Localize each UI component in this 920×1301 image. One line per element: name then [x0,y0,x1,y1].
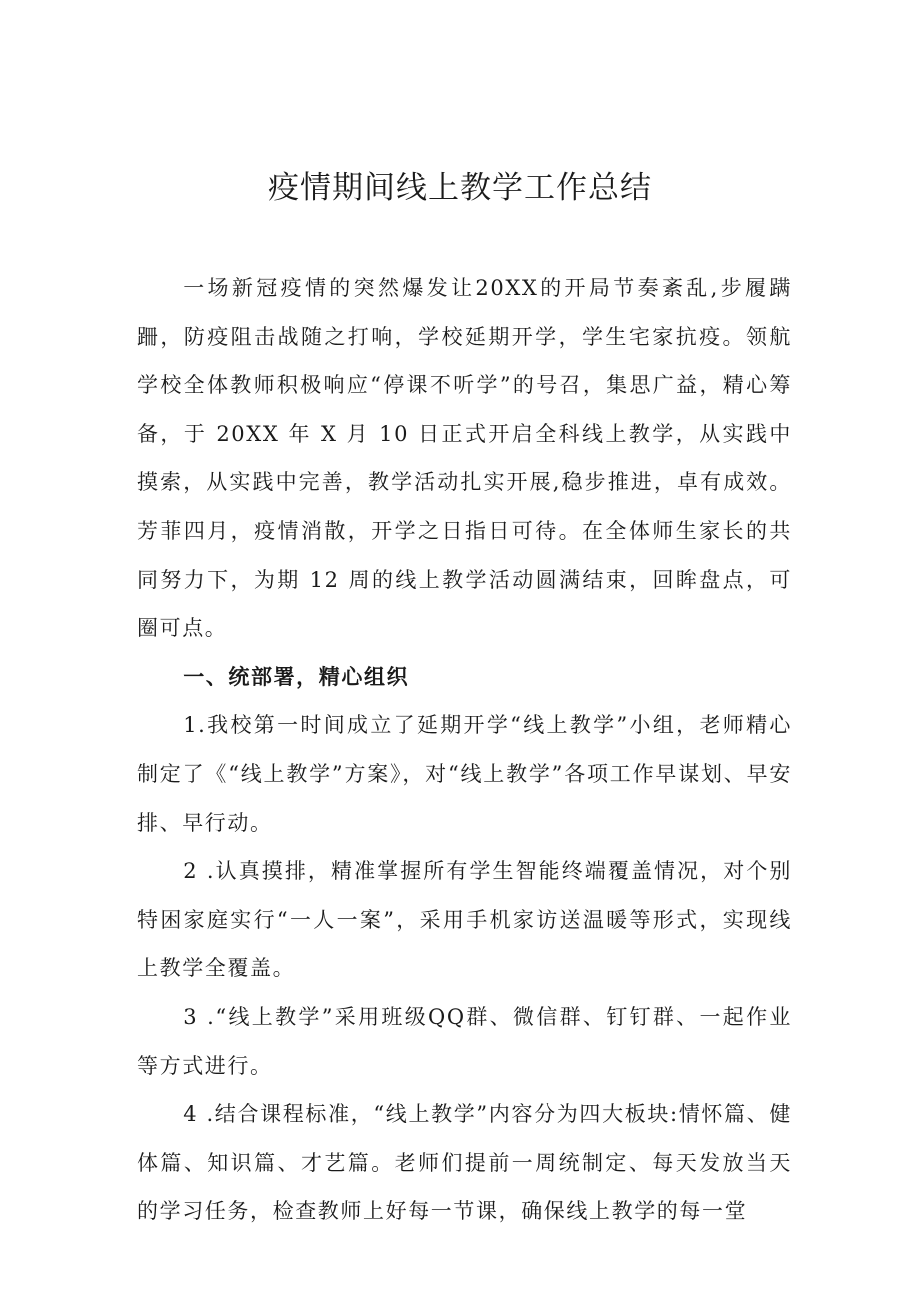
list-item: 3 .“线上教学”采用班级QQ群、微信群、钉钉群、一起作业等方式进行。 [137,1004,792,1078]
document-title: 疫情期间线上教学工作总结 [268,170,652,206]
list-item: 4 .结合课程标准，“线上教学”内容分为四大板块:情怀篇、健体篇、知识篇、才艺篇。老师们提前一周统制定、每天发放当天的学习任务，检查教师上好每一节课，确保线上教学的每一堂 [137,1102,792,1224]
document-body [137,264,792,1236]
section-heading: 一、统部署，精心组织 [183,664,410,689]
intro-paragraph: 一场新冠疫情的突然爆发让20XX的开局节奏紊乱,步履蹒跚，防疫阻击战随之打响，学校延期开学，学生宅家抗疫。领航学校全体教师积极响应“停课不听学”的号召，集思广益，精心筹备，于 20XX 年 X 月 10 日正式开启全科线上教学，从实践中摸索，从实践中完善，教学活动扎实开展,稳步推进，卓有成效。芳菲四月，疫情消散，开学之日指日可待。在全体师生家长的共同努力下，为期 12 周的线上教学活动圆满结束，回眸盘点，可圈可点。 [137,276,792,641]
list-item: 2 .认真摸排，精准掌握所有学生智能终端覆盖情况，对个别特困家庭实行“一人一案”，采用手机家访送温暖等形式，实现线上教学全覆盖。 [137,859,792,981]
list-item: 1.我校第一时间成立了延期开学“线上教学”小组，老师精心制定了《“线上教学”方案》，对“线上教学”各项工作早谋划、早安排、早行动。 [137,713,792,835]
